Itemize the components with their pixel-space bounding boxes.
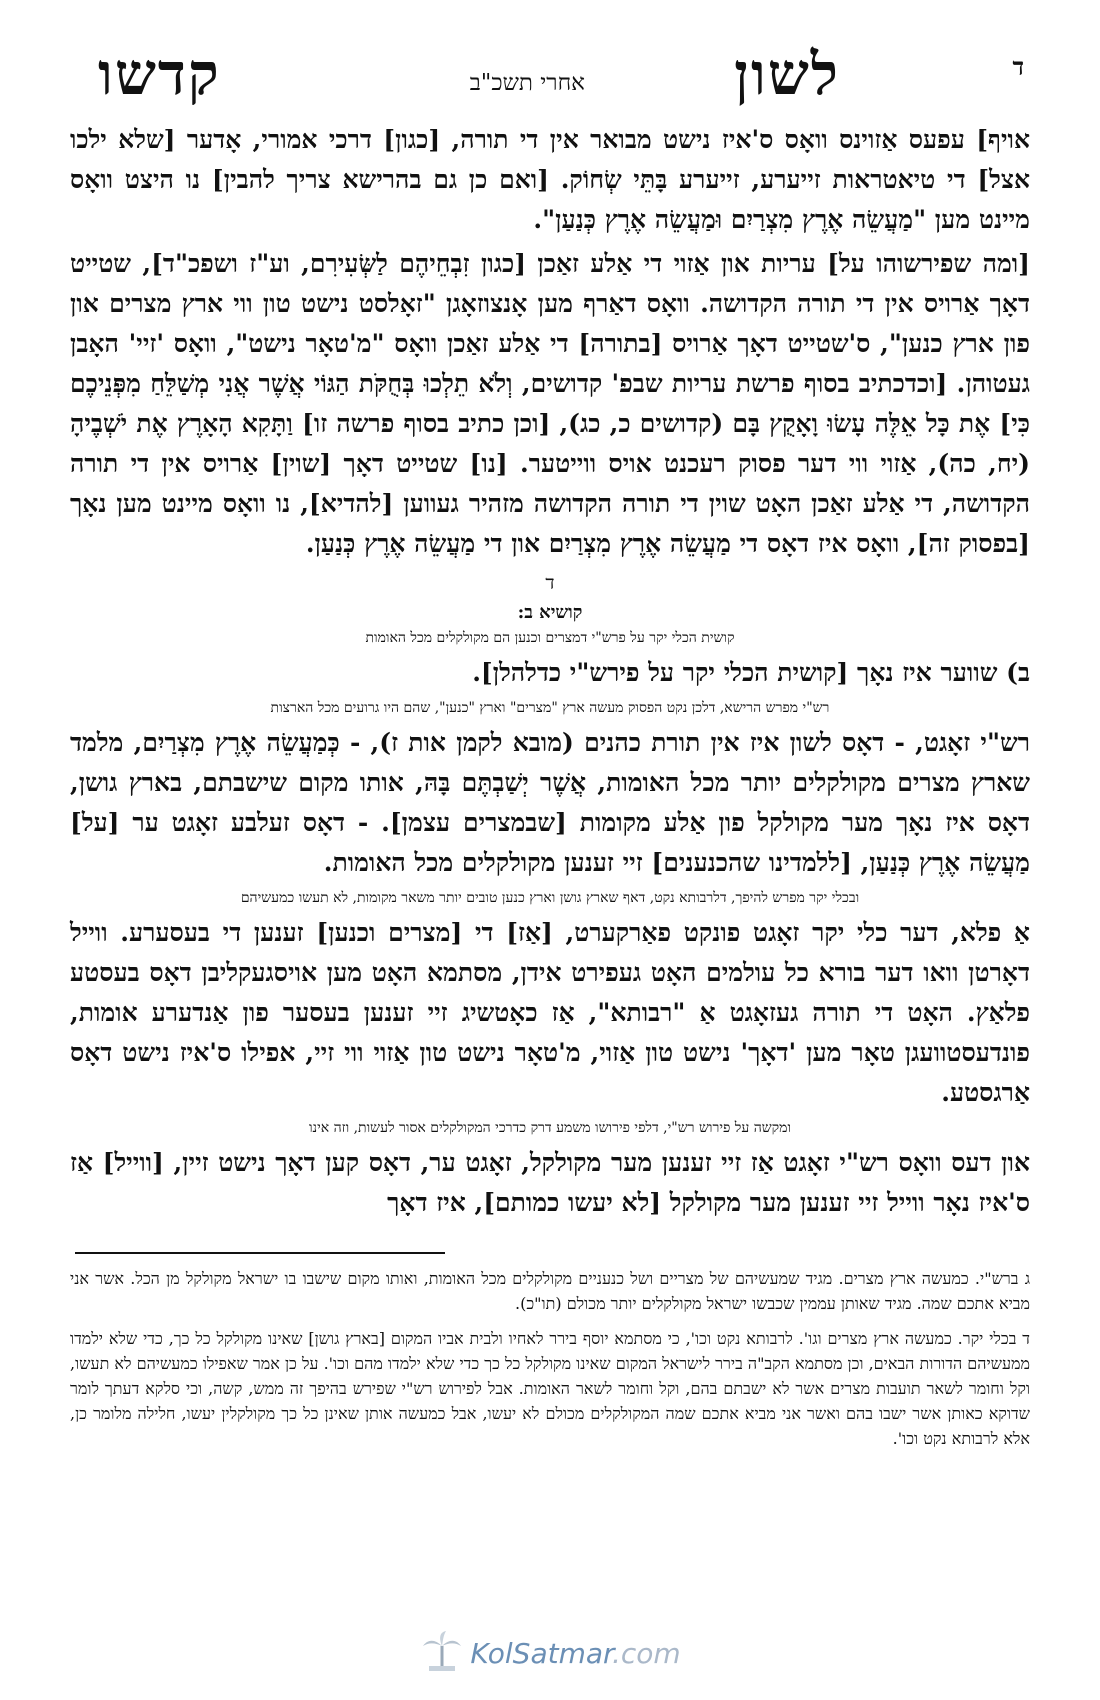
section-letter: ד xyxy=(545,572,555,594)
palm-tree-icon xyxy=(419,1628,465,1678)
paragraph-6: און דעס וואָס רש"י זאָגט אַז זיי זענען מער מקולקל, זאָגט ער, דאָס קען דאָך נישט זיין, [ווייל] אַז ס'איז נאָר ווייל זיי זענען מער מקולקל [לא יעשו כמותם], איז דאָך xyxy=(70,1148,1030,1217)
site-logo xyxy=(70,1628,1030,1680)
paragraph-3: ב) שווער איז נאָך [קושית הכלי יקר על פירש"י כדלהלן]. xyxy=(472,658,1030,687)
paragraph-1: אויף] עפעס אַזוינס וואָס ס'איז נישט מבואר אין די תורה, [כגון] דרכי אמורי, אָדער [שלא ילכו אצל] די טיאטראות זייערע, זייערע בָּתֵּי שְׂחוֹק. [ואם כן גם בהרישא צריך להבין] נו היצט וואָס מיינט מען "מַעֲשֵׂה אֶרֶץ מִצְרַיִם וּמַעֲשֵׂה אֶרֶץ כְּנַעַן". xyxy=(70,125,1030,234)
document-page xyxy=(70,40,1030,1680)
page-header xyxy=(70,40,1030,118)
paragraph-4: רש"י זאָגט, - דאָס לשון איז אין תורת כהנים (מובא לקמן אות ז), - כְּמַעֲשֵׂה אֶרֶץ מִצְרַיִם, מלמד שארץ מצרים מקולקלים יותר מכל האומות, אֲשֶׁר יְשַׁבְתֶּם בָּהּ, אותו מקום שישבתם, בארץ גושן, דאָס איז נאָך מער מקולקל פון אַלע מקומות [שבמצרים עצמן]. - דאָס זעלבע זאָגט ער [על] מַעֲשֵׂה אֶרֶץ כְּנַעַן, [ללמדינו שהכנענים] זיי זענען מקולקלים מכל האומות. xyxy=(70,728,1030,877)
footnote-divider xyxy=(75,1252,445,1254)
header-word-lashon: לשון xyxy=(734,40,840,108)
paragraph-2: [ומה שפירשוהו על] עריות און אַזוי די אַלע זאַכן [כגון זִבְחֵיהֶם לַשְּׂעִירִם, וע"ז ושפכ"ד], שטייט דאָך אַרויס אין די תורה הקדושה. וואָס דאַרף מען אָנצוזאָגן "זאָלסט נישט טון ווי ארץ מצרים און פון ארץ כנען", ס'שטייט דאָך אַרויס [בתורה] די אַלע זאַכן וואָס "מ'טאָר נישט", וואָס 'זיי' האָבן געטוהן. [וכדכתיב בסוף פרשת עריות שבפ' קדושים, וְלֹא תֵלְכוּ בְּחֻקֹּת הַגּוֹי אֲשֶׁר אֲנִי מְשַׁלֵּחַ מִפְּנֵיכֶם כִּי] אֶת כָּל אֵלֶּה עָשׂוּ וָאָקֻץ בָּם (קדושים כ, כג), [וכן כתיב בסוף פרשה זו] וַתָּקִא הָאָרֶץ אֶת יֹשְׁבֶיהָ (יח, כה), אַזוי ווי דער פסוק רעכנט אויס ווייטער. [נו] שטייט דאָך [שוין] אַרויס אין די תורה הקדושה, די אַלע זאַכן האָט שוין די תורה הקדושה מזהיר געווען [להדיא], נו וואָס מיינט מען נאָך [בפסוק זה], וואָס איז דאָס די מַעֲשֵׂה אֶרֶץ מִצְרַיִם און די מַעֲשֵׂה אֶרֶץ כְּנַעַן. xyxy=(70,249,1030,558)
page-letter: ד xyxy=(1012,52,1024,81)
side-note-4: ומקשה על פירוש רש"י, דלפי פירושו משמע דרק כדרכי המקולקלים אסור לעשות, וזה אינו xyxy=(308,1120,792,1136)
footnote-1: ג ברש"י. כמעשה ארץ מצרים. מגיד שמעשיהם של מצריים ושל כנעניים מקולקלים מכל האומות, ואותו מקום שישבו בו ישראל מקולקל מן הכל. אשר אני מביא אתכם שמה. מגיד שאותן עממין שכבשו ישראל מקולקלים יותר מכולם (תו"כ). xyxy=(70,1269,1030,1313)
side-note-2: רש"י מפרש הרישא, דלכן נקט הפסוק מעשה ארץ "מצרים" וארץ "כנען", שהם היו גרועים מכל הארצות xyxy=(270,700,830,716)
side-note-3: ובכלי יקר מפרש להיפך, דלרבותא נקט, דאף שארץ גושן וארץ כנען טובים יותר משאר מקומות, לא תעשו כמעשיהם xyxy=(240,890,860,906)
paragraph-5: אַ פלא, דער כלי יקר זאָגט פונקט פאַרקערט, [אַז] די [מצרים וכנען] זענען די בעסערע. ווייל דאָרטן וואו דער בורא כל עולמים האָט געפירט אידן, מסתמא האָט מען אויסגעקליבן דאָס בעסטע פלאַץ. האָט די תורה געזאָגט אַ "רבותא", אַז כאָטשיג זיי זענען בעסער פון אַנדערע אומות, פונדעסטוועגן טאָר מען 'דאָך' נישט טון אַזוי, מ'טאָר נישט טון אַזוי ווי זיי, אפילו ס'איז נישט דאָס אַרגסטע. xyxy=(70,918,1030,1107)
logo-tld: .com xyxy=(611,1636,681,1670)
header-word-kodesh: קדשו xyxy=(98,40,221,108)
header-parsha: אחרי תשכ"ב xyxy=(469,70,585,96)
footnotes xyxy=(70,1266,1030,1461)
main-text xyxy=(70,120,1030,1227)
footnote-2: ד בכלי יקר. כמעשה ארץ מצרים וגו'. לרבותא נקט וכו', כי מסתמא יוסף בירר לאחיו ולבית אביו המקום [בארץ גושן] שאינו מקולקל כל כך, כדי שלא ילמדו ממעשיהם הדורות הבאים, וכן מסתמא הקב"ה בירר לישראל המקום שאינו מקולקל כל כך כדי שלא ילמדו מהם וכו'. על כן אמר שאפילו כמעשיהם לא תעשו, וקל וחומר לשאר תועבות מצרים אשר לא ישבתם בהם, וקל וחומר לשאר האומות. אבל לפירוש רש"י שפירש בהיפך זה ממש, קשה, וכי סלקא דעתך לומר שדוקא כאותן אשר ישבו בהם ואשר אני מביא אתכם שמה המקולקלים מכולם לא יעשו, אבל כמעשה אותן שאינן כל כך מקולקלין יעשו, חלילה מלומר כן, אלא לרבותא נקט וכו'. xyxy=(70,1329,1030,1448)
logo-brand: KolSatmar xyxy=(470,1636,612,1670)
logo-wordmark xyxy=(470,1637,680,1670)
kushya-note: קושית הכלי יקר על פרש"י דמצרים וכנען הם מקולקלים מכל האומות xyxy=(365,630,735,646)
kushya-title: קושיא ב: xyxy=(517,602,583,623)
